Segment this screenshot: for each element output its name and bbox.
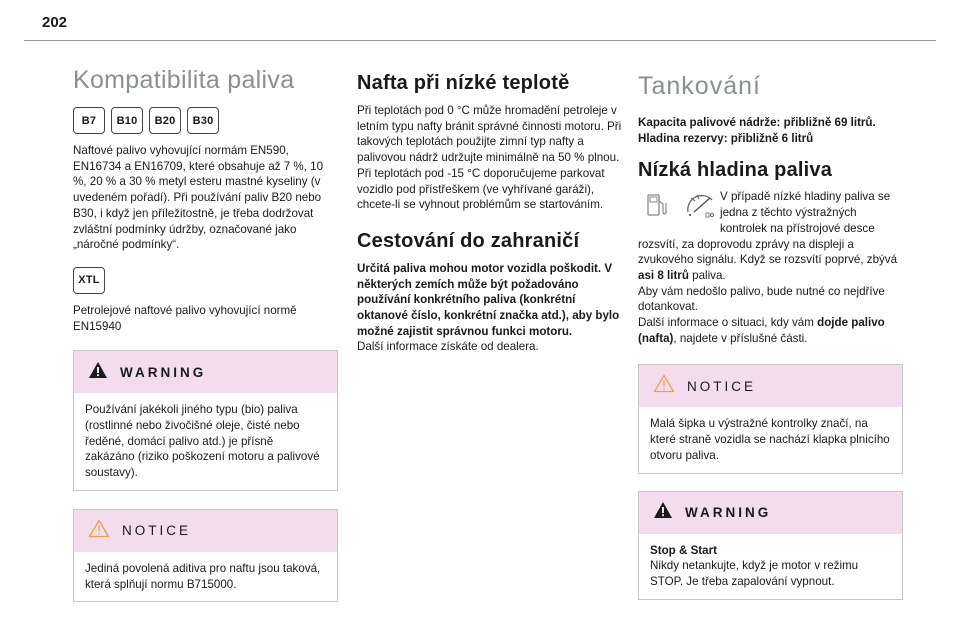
warning-box-header [74, 351, 337, 393]
column-diesel-low-temperature [357, 72, 622, 355]
section-title-fuel-compatibility: Kompatibilita paliva [73, 66, 295, 94]
column-fuel-compatibility [73, 66, 338, 602]
column-refuelling [638, 72, 903, 600]
top-rule [24, 40, 936, 41]
notice-box-text: Jediná povolená aditiva pro naftu jsou taková, která splňují normu B715000. [85, 561, 321, 591]
low-fuel-bold-a: asi 8 litrů [638, 268, 689, 282]
tank-capacity-text: Kapacita palivové nádrže: přibližně 69 litrů. [638, 116, 876, 129]
fuel-badges [73, 107, 338, 134]
fuel-pump-icon [646, 192, 668, 223]
badge-b10: B10 [111, 107, 143, 134]
notice-box-header [74, 510, 337, 552]
badge-b20: B20 [149, 107, 181, 134]
xtl-paragraph: Petrolejové naftové palivo vyhovující normě EN15940 [73, 303, 297, 333]
warning-box-title: WARNING [120, 364, 207, 380]
notice-box-text: Malá šipka u výstražné kontrolky značí, na které straně vozidla se nachází klapka plnicího otvoru paliva. [650, 417, 890, 462]
section-title-travel-abroad: Cestování do zahraničí [357, 229, 580, 252]
section-title-low-fuel: Nízká hladina paliva [638, 159, 833, 182]
diesel-norm-paragraph: Naftové palivo vyhovující normám EN590, EN16734 a EN16709, které obsahuje až 7 %, 10 %, 20 % a 30 % metyl esteru mastné kyseliny (v uvedeném pořadí). Při používání paliv B20 nebo B30, i když jen příležitostně, je třeba dodržovat zvláštní podmínky údržby, označované jako „náročné podmínky“. [73, 144, 324, 252]
warning-box-biofuel [73, 350, 338, 491]
warning-box-title: WARNING [685, 505, 772, 521]
page-number: 202 [42, 14, 68, 31]
fuel-gauge-low-icon [682, 192, 718, 223]
low-fuel-row [638, 190, 720, 224]
low-temp-paragraph-2: Při teplotách pod -15 °C doporučujeme parkovat vozidlo pod přístřeškem (ve vyhřívané garáži), chcete-li se vyhnout problémům se startováním. [357, 166, 605, 212]
low-fuel-text-b: paliva. [688, 268, 726, 282]
low-fuel-text-c: Další informace o situaci, kdy vám [638, 316, 818, 330]
warning-box-body [639, 534, 902, 599]
travel-abroad-bold-paragraph [357, 261, 622, 340]
warning-box-header [639, 492, 902, 534]
section-title-refuelling: Tankování [638, 72, 761, 100]
notice-triangle-icon [653, 374, 675, 398]
low-fuel-paragraph-2: Aby vám nedošlo palivo, bude nutné co nejdříve dotankovat. [638, 284, 885, 314]
warning-triangle-icon [88, 361, 108, 384]
badge-b30: B30 [187, 107, 219, 134]
notice-box-header [639, 365, 902, 407]
stop-start-label: Stop & Start [650, 543, 717, 557]
warning-box-text: Používání jakékoli jiného typu (bio) paliva (rostlinné nebo živočišné oleje, čisté nebo ředěné, domácí palivo atd.) je přísně zakázáno (riziko poškození motoru a palivové soustavy). [85, 403, 320, 480]
low-fuel-text-a: V případě nízké hladiny paliva se jedna z těchto výstražných kontrolek na přístrojové desce rozsvítí, za doprovodu zprávy na displeji a zvukového signálu. Když se rozsvítí poprvé, zbývá [638, 190, 898, 267]
badge-b7: B7 [73, 107, 105, 134]
reserve-level-text: Hladina rezervy: přibližně 6 litrů [638, 131, 814, 145]
low-fuel-text-d: , najdete v příslušné části. [673, 331, 808, 345]
travel-abroad-bold-text: Určitá paliva mohou motor vozidla poškodit. V některých zemích může být požadováno používání konkrétního paliva (konkrétní oktanové číslo, konkrétní značka atd.), aby bylo možné zajistit správnou funkci motoru. [357, 261, 620, 338]
warning-triangle-icon [653, 501, 673, 524]
travel-abroad-dealer-paragraph: Další informace získáte od dealera. [357, 340, 539, 354]
stop-start-text: Nikdy netankujte, když je motor v režimu STOP. Je třeba zapalování vypnout. [650, 559, 859, 588]
low-fuel-warning-icons [638, 190, 718, 223]
tank-capacity-line [638, 115, 903, 131]
reserve-level-line [638, 131, 903, 147]
low-fuel-bold-b: dojde palivo (nafta) [638, 316, 885, 345]
notice-box-additives [73, 509, 338, 602]
badge-xtl: XTL [73, 267, 105, 294]
low-temp-paragraph-1: Při teplotách pod 0 °C může hromadění petroleje v letním typu nafty bránit správné činnosti motoru. Při takových teplotách použijte zimní typ nafty a palivovou nádrž udržujte minimálně na 50 % plnou. [357, 104, 622, 165]
low-fuel-paragraph-3 [638, 315, 903, 346]
notice-box-title: NOTICE [687, 378, 757, 394]
section-title-diesel-low-temp: Nafta při nízké teplotě [357, 72, 570, 94]
warning-box-stop-start [638, 491, 903, 600]
notice-box-title: NOTICE [122, 523, 192, 539]
notice-box-filler-flap [638, 364, 903, 473]
notice-triangle-icon [88, 519, 110, 543]
